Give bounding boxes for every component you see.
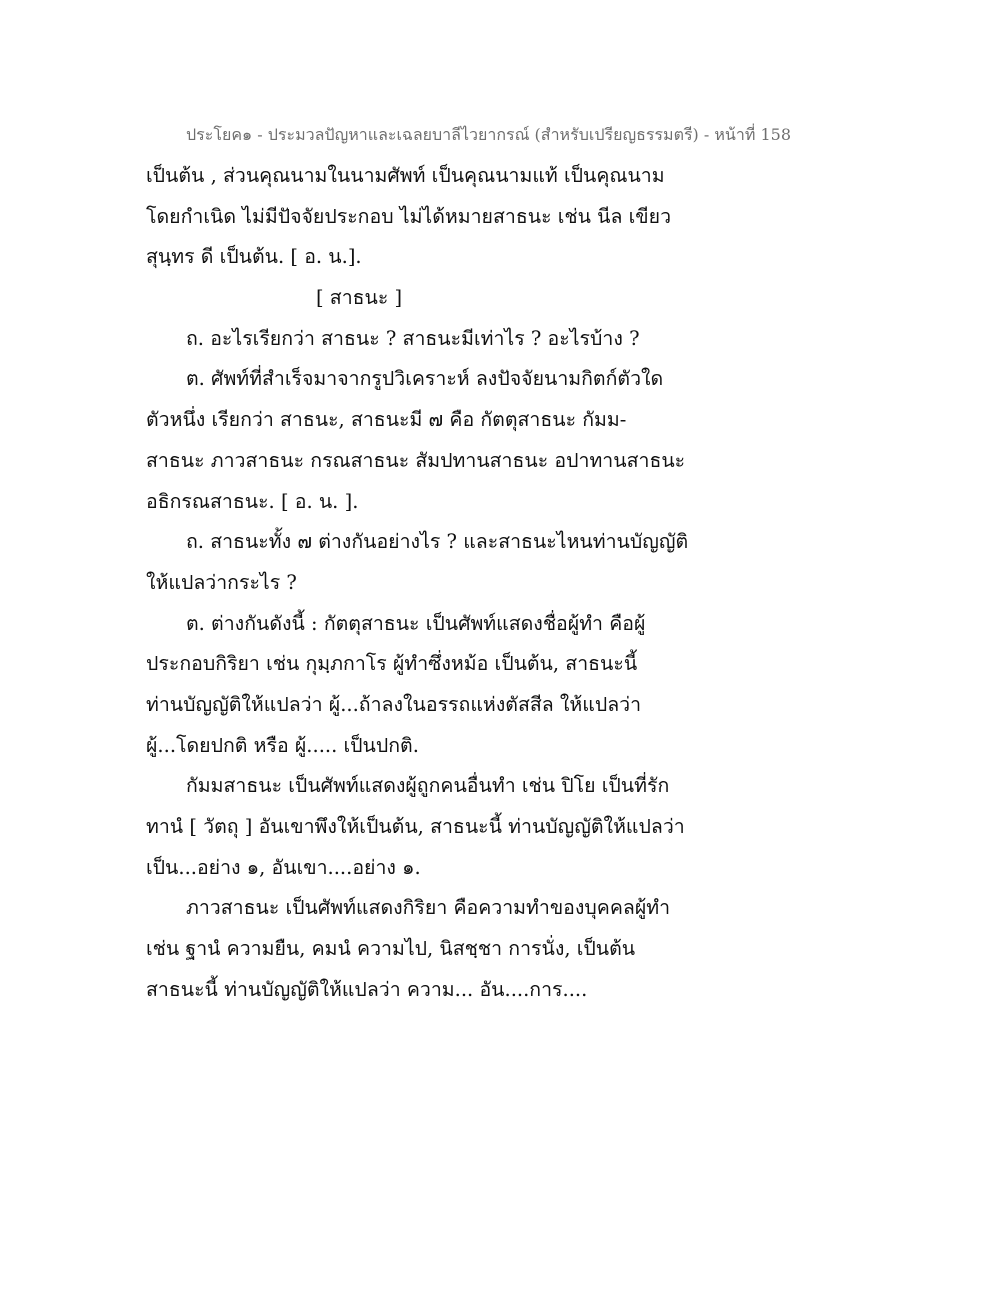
section-heading: [ สาธนะ ]: [316, 286, 403, 310]
text-line: สาธนะนี้ ท่านบัญญัติให้แปลว่า ความ... อัน....การ....: [146, 977, 588, 1001]
text-line: ท่านบัญญัติให้แปลว่า ผู้...ถ้าลงในอรรถแห่งตัสสีล ให้แปลว่า: [146, 692, 642, 716]
text-line: สาธนะ ภาวสาธนะ กรณสาธนะ สัมปทานสาธนะ อปาทานสาธนะ: [146, 448, 686, 472]
text-line: สุนฺทร ดี เป็นต้น. [ อ. น.].: [146, 245, 362, 269]
question-line: ถ. สาธนะทั้ง ๗ ต่างกันอย่างไร ? และสาธนะไหนท่านบัญญัติ: [186, 530, 689, 554]
text-line: ประกอบกิริยา เช่น กุมฺภกาโร ผู้ทำซึ่งหม้อ เป็นต้น, สาธนะนี้: [146, 652, 638, 676]
text-line: ผู้...โดยปกติ หรือ ผู้..... เป็นปกติ.: [146, 733, 419, 757]
text-line: เช่น ฐานํ ความยืน, คมนํ ความไป, นิสชฺชา การนั่ง, เป็นต้น: [146, 937, 636, 961]
text-line: เป็น...อย่าง ๑, อันเขา....อย่าง ๑.: [146, 855, 421, 879]
question-line: ถ. อะไรเรียกว่า สาธนะ ? สาธนะมีเท่าไร ? อะไรบ้าง ?: [186, 326, 640, 350]
running-header: ประโยค๑ - ประมวลปัญหาและเฉลยบาลีไวยากรณ์ (สำหรับเปรียญธรรมตรี) - หน้าที่ 158: [186, 125, 792, 144]
answer-line: ต. ศัพท์ที่สำเร็จมาจากรูปวิเคราะห์ ลงปัจจัยนามกิตก์ตัวใด: [186, 367, 664, 391]
paragraph-start-line: กัมมสาธนะ เป็นศัพท์แสดงผู้ถูกคนอื่นทำ เช่น ปิโย เป็นที่รัก: [186, 774, 670, 798]
text-line: เป็นต้น , ส่วนคุณนามในนามศัพท์ เป็นคุณนามแท้ เป็นคุณนาม: [146, 164, 665, 187]
text-line: อธิกรณสาธนะ. [ อ. น. ].: [146, 489, 359, 513]
text-line: ให้แปลว่ากระไร ?: [146, 570, 297, 594]
text-line: ตัวหนึ่ง เรียกว่า สาธนะ, สาธนะมี ๗ คือ กัตตุสาธนะ กัมม-: [146, 408, 627, 432]
answer-line: ต. ต่างกันดังนี้ : กัตตุสาธนะ เป็นศัพท์แสดงชื่อผู้ทำ คือผู้: [186, 611, 646, 635]
text-line: โดยกำเนิด ไม่มีปัจจัยประกอบ ไม่ได้หมายสาธนะ เช่น นีล เขียว: [146, 204, 672, 228]
paragraph-start-line: ภาวสาธนะ เป็นศัพท์แสดงกิริยา คือความทำของบุคคลผู้ทำ: [186, 896, 671, 920]
text-line: ทานํ [ วัตถุ ] อันเขาพึงให้เป็นต้น, สาธนะนี้ ท่านบัญญัติให้แปลว่า: [146, 815, 685, 838]
body-text: [146, 156, 689, 1010]
